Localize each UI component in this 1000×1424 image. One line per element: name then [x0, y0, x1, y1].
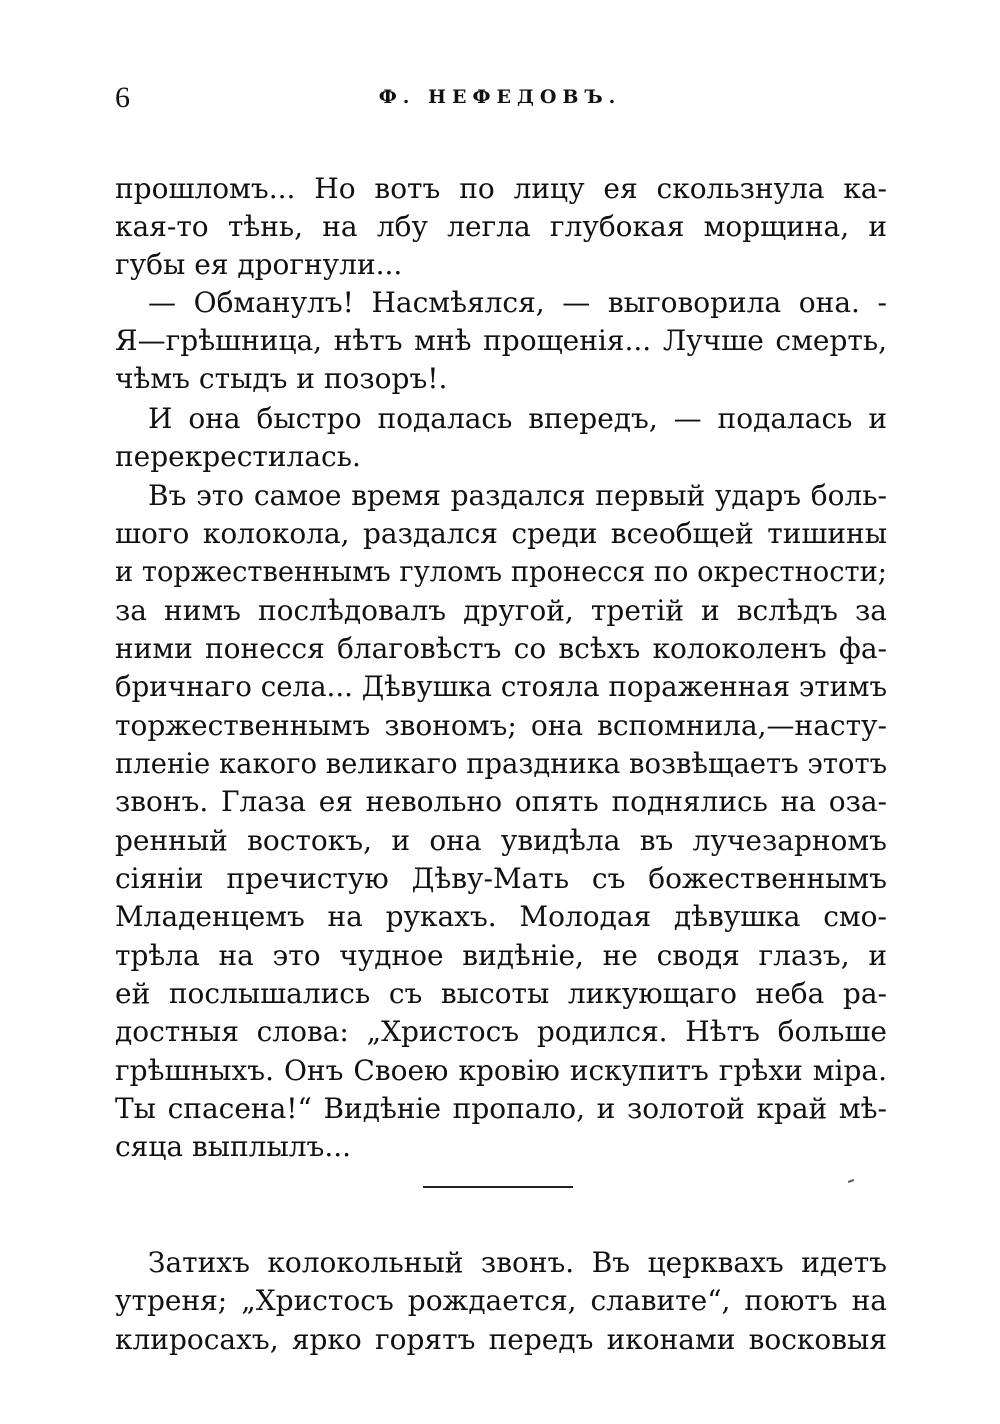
- text-line: губы ея дрогнули...: [115, 248, 403, 281]
- text-line: за нимъ послѣдовалъ другой, третій и вслѣдъ за: [115, 594, 887, 627]
- scan-speck: [848, 1179, 854, 1183]
- text-line: утреня; „Христосъ рождается, славите“, поютъ на: [115, 1284, 887, 1317]
- text-line: достныя слова: „Христосъ родился. Нѣтъ больше: [115, 1015, 887, 1048]
- page-number: 6: [115, 81, 130, 114]
- text-line: пленіе какого великаго праздника возвѣщаетъ этотъ: [115, 747, 888, 780]
- text-line: ей послышались съ высоты ликующаго неба ра-: [115, 977, 887, 1010]
- text-line: прошломъ... Но вотъ по лицу ея скользнула ка-: [115, 172, 887, 205]
- text-line: — Обманулъ! Насмѣялся, — выговорила она. -: [148, 286, 887, 319]
- text-line: кая-то тѣнь, на лбу легла глубокая морщина, и: [115, 210, 887, 243]
- text-line: Затихъ колокольный звонъ. Въ церквахъ идетъ: [148, 1246, 887, 1279]
- text-line: клиросахъ, ярко горятъ передъ иконами восковыя: [115, 1323, 887, 1356]
- running-title: Ф. НЕФЕДОВЪ.: [378, 86, 622, 108]
- text-line: ренный востокъ, и она увидѣла въ лучезарномъ: [115, 824, 887, 857]
- text-line: сяца выплылъ...: [115, 1130, 352, 1163]
- text-line: Я—грѣшница, нѣтъ мнѣ прощенія... Лучше смерть,: [115, 324, 887, 357]
- text-line: чѣмъ стыдъ и позоръ!.: [115, 362, 448, 395]
- text-line: перекрестилась.: [115, 440, 361, 473]
- text-line: Младенцемъ на рукахъ. Молодая дѣвушка смо-: [115, 900, 887, 933]
- section-divider: [423, 1186, 573, 1188]
- text-line: Въ это самое время раздался первый ударъ боль-: [148, 479, 887, 512]
- text-line: грѣшныхъ. Онъ Своею кровію искупитъ грѣхи міра.: [115, 1054, 887, 1087]
- text-line: звонъ. Глаза ея невольно опять поднялись на оза-: [115, 785, 887, 818]
- text-line: И она быстро подалась впередъ, — подалась и: [148, 402, 887, 435]
- text-line: бричнаго села... Дѣвушка стояла пораженная этимъ: [115, 670, 888, 703]
- text-line: Ты спасена!“ Видѣніе пропало, и золотой край мѣ-: [115, 1092, 887, 1125]
- text-line: шого колокола, раздался среди всеобщей тишины: [115, 517, 887, 550]
- text-line: трѣла на это чудное видѣніе, не сводя глазъ, и: [115, 939, 887, 972]
- text-line: сіяніи пречистую Дѣву-Мать съ божественнымъ: [115, 862, 887, 895]
- text-line: и торжественнымъ гуломъ пронесся по окрестности;: [115, 555, 887, 588]
- text-line: ними понесся благовѣстъ со всѣхъ колоколенъ фа-: [115, 632, 887, 665]
- text-line: торжественнымъ звономъ; она вспомнила,—насту-: [115, 709, 887, 742]
